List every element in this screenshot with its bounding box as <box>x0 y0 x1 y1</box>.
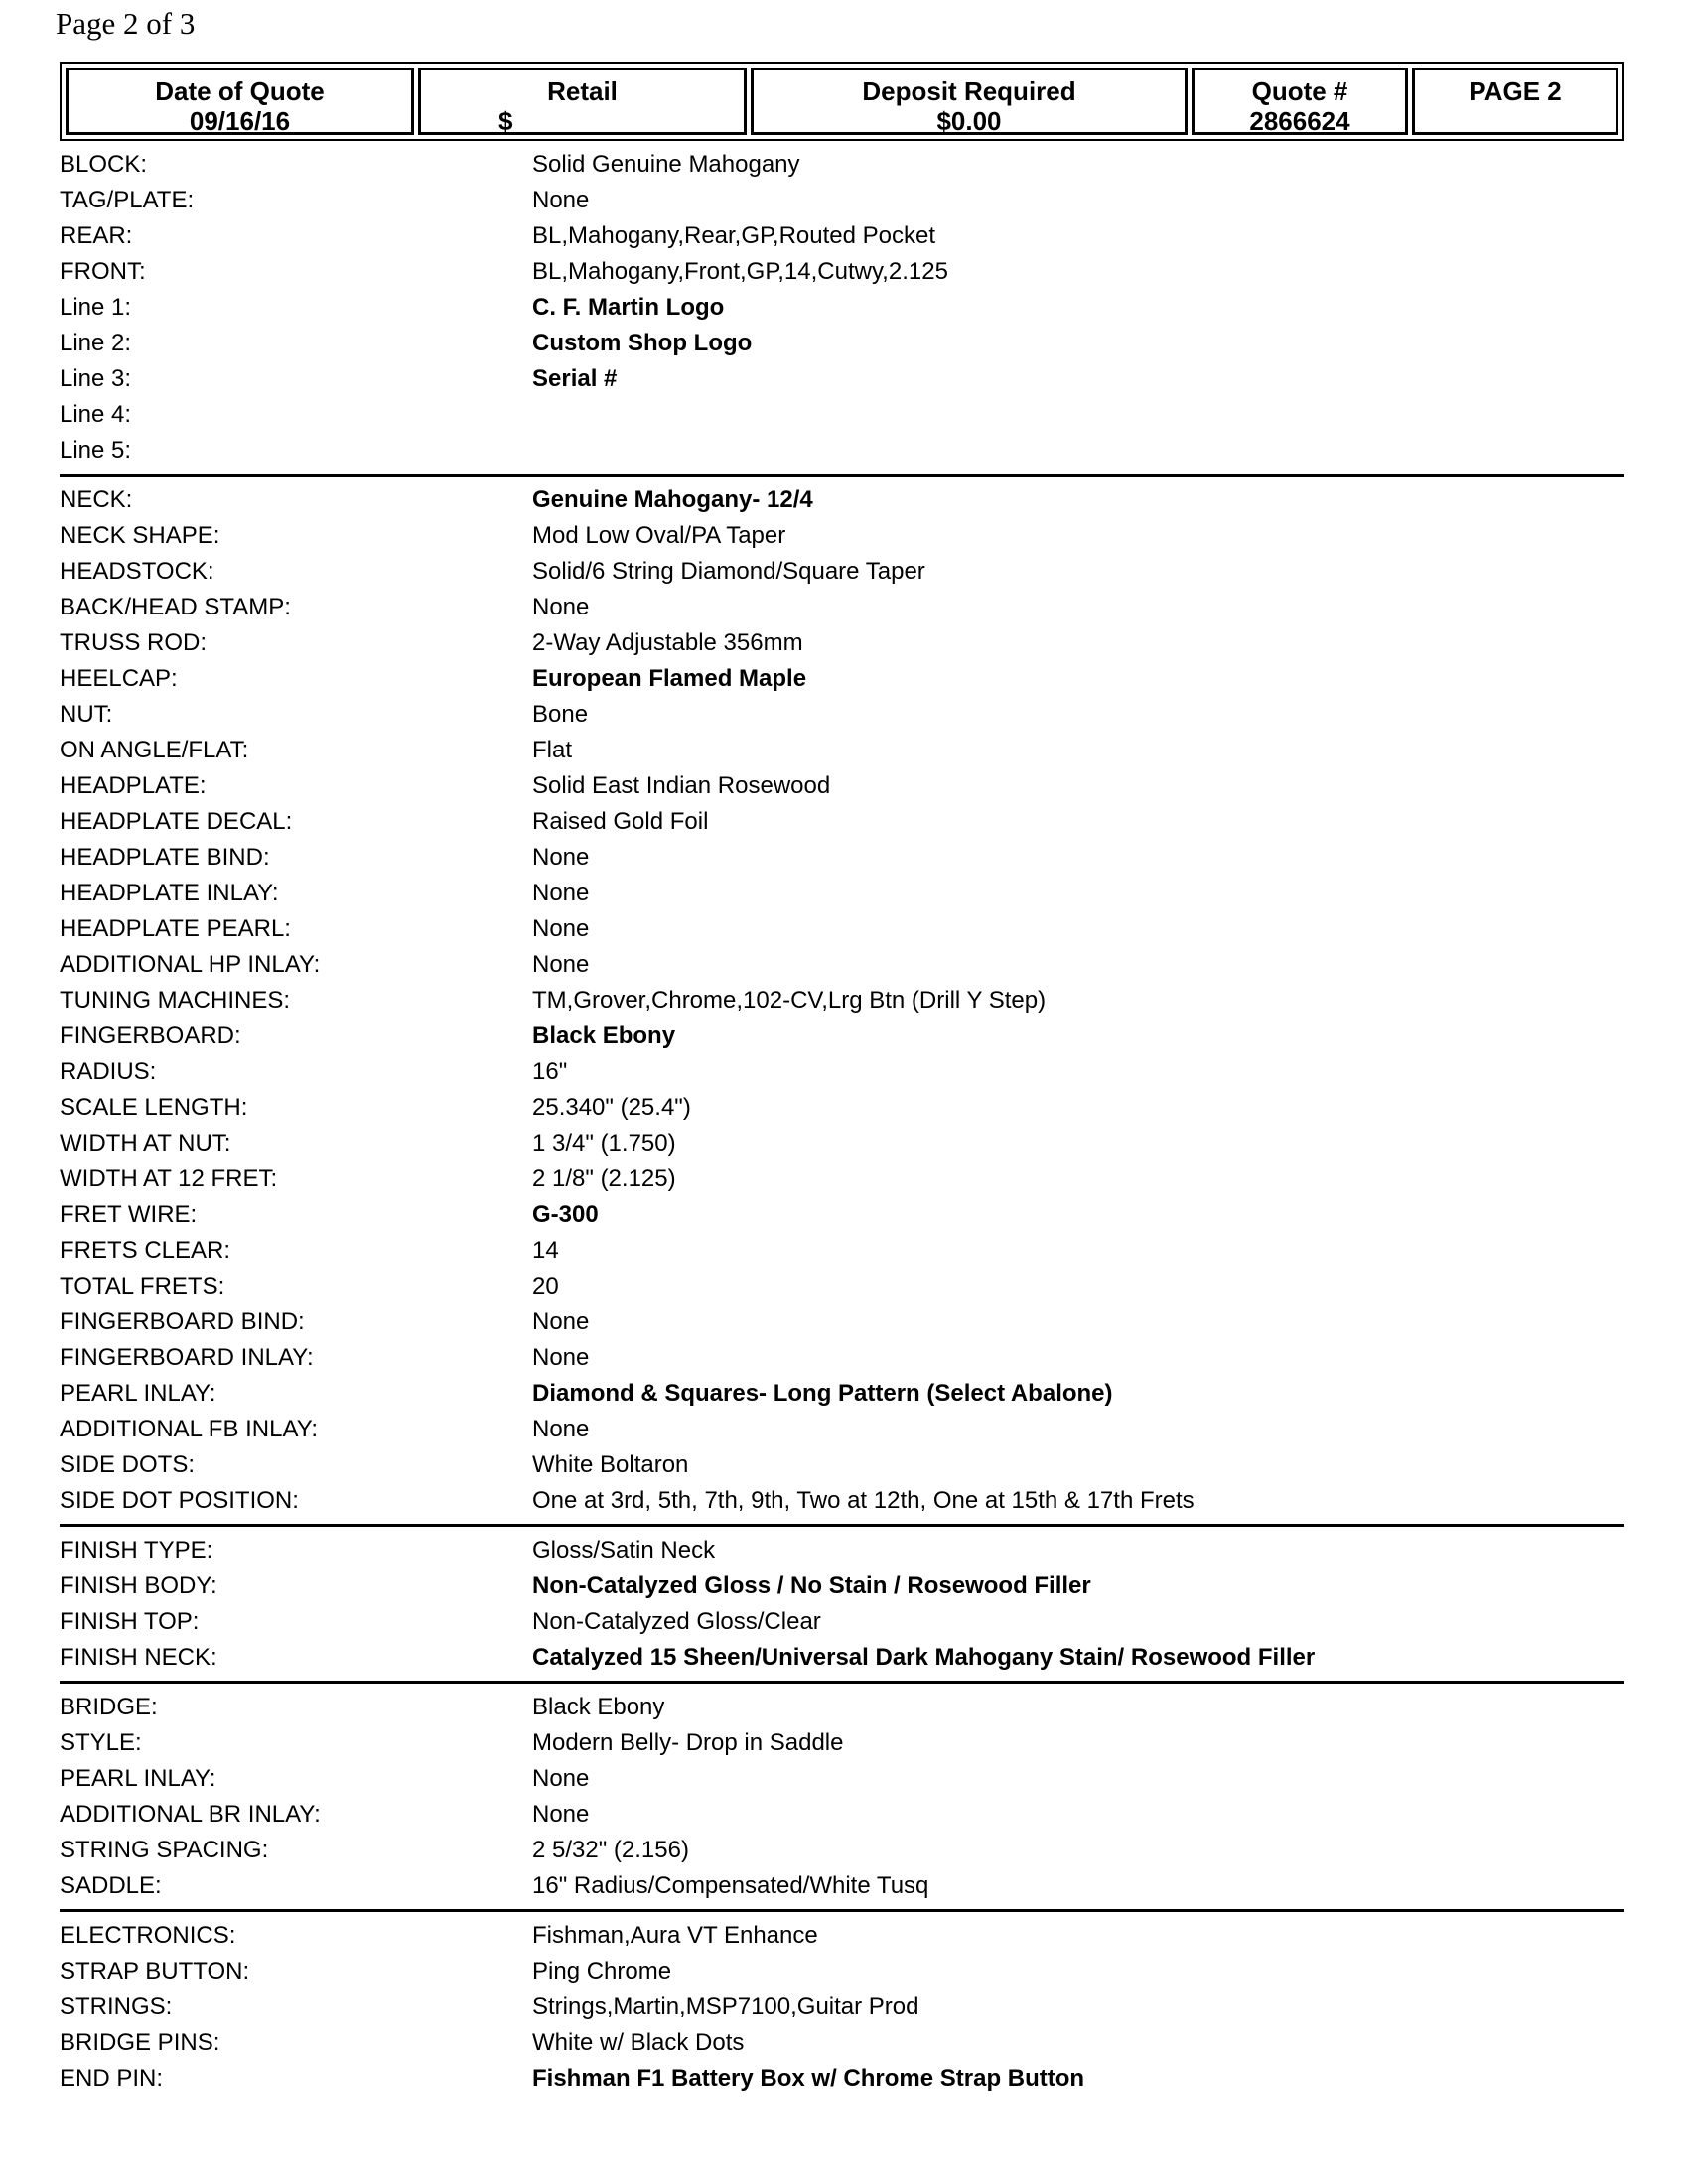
spec-value: Non-Catalyzed Gloss/Clear <box>532 1608 821 1635</box>
spec-value: BL,Mahogany,Front,GP,14,Cutwy,2.125 <box>532 258 948 285</box>
spec-value: Diamond & Squares- Long Pattern (Select Abalone) <box>532 1380 1113 1407</box>
spec-row <box>60 947 1624 983</box>
spec-row <box>60 1725 1624 1761</box>
spec-label: Line 4: <box>60 401 132 428</box>
spec-row <box>60 1918 1624 1954</box>
spec-value: Catalyzed 15 Sheen/Universal Dark Mahogany Stain/ Rosewood Filler <box>532 1644 1316 1671</box>
spec-value: BL,Mahogany,Rear,GP,Routed Pocket <box>532 222 936 249</box>
spec-value: Black Ebony <box>532 1023 676 1049</box>
spec-value: None <box>532 187 590 213</box>
spec-label: FINGERBOARD BIND: <box>60 1308 305 1335</box>
spec-label: FINISH TYPE: <box>60 1537 213 1564</box>
spec-value: None <box>532 594 590 620</box>
retail-value: $ <box>498 106 513 136</box>
spec-label: HEADSTOCK: <box>60 558 214 585</box>
spec-label: Line 1: <box>60 294 132 321</box>
spec-label: HEADPLATE: <box>60 772 207 799</box>
spec-row <box>60 1269 1624 1304</box>
spec-row <box>60 1197 1624 1233</box>
spec-row <box>60 183 1624 218</box>
spec-row <box>60 1447 1624 1483</box>
quote-number-cell <box>1192 68 1408 135</box>
spec-row <box>60 397 1624 433</box>
spec-value: 1 3/4" (1.750) <box>532 1130 676 1157</box>
spec-value: Solid Genuine Mahogany <box>532 151 800 178</box>
spec-label: HEADPLATE INLAY: <box>60 880 279 906</box>
spec-row <box>60 1304 1624 1340</box>
spec-value: Gloss/Satin Neck <box>532 1537 716 1564</box>
spec-label: PEARL INLAY: <box>60 1765 216 1792</box>
date-of-quote-cell <box>66 68 414 135</box>
spec-row <box>60 1161 1624 1197</box>
spec-value: None <box>532 951 590 978</box>
spec-row <box>60 361 1624 397</box>
spec-label: FRET WIRE: <box>60 1201 198 1228</box>
spec-row <box>60 147 1624 183</box>
spec-row <box>60 590 1624 625</box>
spec-value: 2-Way Adjustable 356mm <box>532 629 803 656</box>
spec-value: 14 <box>532 1237 559 1264</box>
spec-value: None <box>532 915 590 942</box>
spec-row <box>60 1533 1624 1569</box>
spec-row <box>60 290 1624 326</box>
spec-value: Modern Belly- Drop in Saddle <box>532 1729 844 1756</box>
spec-value: White Boltaron <box>532 1451 689 1478</box>
spec-value: Ping Chrome <box>532 1958 672 1984</box>
spec-row <box>60 1989 1624 2025</box>
spec-row <box>60 1690 1624 1725</box>
quote-number-label: Quote # <box>1251 76 1348 106</box>
spec-row <box>60 1376 1624 1412</box>
spec-label: HEELCAP: <box>60 665 178 692</box>
date-of-quote-value: 09/16/16 <box>189 106 291 136</box>
date-of-quote-label: Date of Quote <box>155 76 325 106</box>
spec-row <box>60 768 1624 804</box>
spec-label: ELECTRONICS: <box>60 1922 236 1949</box>
spec-row <box>60 1054 1624 1090</box>
spec-label: HEADPLATE PEARL: <box>60 915 291 942</box>
spec-value: None <box>532 1765 590 1792</box>
spec-row <box>60 840 1624 876</box>
spec-row <box>60 1483 1624 1519</box>
spec-label: FINISH NECK: <box>60 1644 217 1671</box>
spec-value: 2 5/32" (2.156) <box>532 1837 689 1863</box>
spec-section <box>60 147 1624 477</box>
spec-label: END PIN: <box>60 2065 164 2092</box>
spec-row <box>60 1797 1624 1833</box>
spec-row <box>60 1833 1624 1868</box>
spec-value: Fishman F1 Battery Box w/ Chrome Strap Button <box>532 2065 1085 2092</box>
spec-row <box>60 1412 1624 1447</box>
spec-value: 20 <box>532 1273 559 1299</box>
spec-value: None <box>532 844 590 871</box>
spec-label: NECK SHAPE: <box>60 522 220 549</box>
spec-row <box>60 1340 1624 1376</box>
spec-value: None <box>532 880 590 906</box>
spec-row <box>60 2025 1624 2061</box>
deposit-required-label: Deposit Required <box>862 76 1076 106</box>
spec-row <box>60 697 1624 733</box>
spec-row <box>60 983 1624 1019</box>
spec-label: TOTAL FRETS: <box>60 1273 225 1299</box>
spec-value: None <box>532 1308 590 1335</box>
spec-row <box>60 554 1624 590</box>
spec-label: ADDITIONAL HP INLAY: <box>60 951 321 978</box>
spec-row <box>60 1233 1624 1269</box>
spec-row <box>60 1868 1624 1904</box>
deposit-required-value: $0.00 <box>936 106 1002 136</box>
spec-row <box>60 911 1624 947</box>
spec-label: TAG/PLATE: <box>60 187 195 213</box>
spec-label: Line 5: <box>60 437 132 464</box>
spec-label: BRIDGE PINS: <box>60 2029 220 2056</box>
spec-value: None <box>532 1416 590 1442</box>
spec-value: 2 1/8" (2.125) <box>532 1165 676 1192</box>
spec-label: SADDLE: <box>60 1872 162 1899</box>
spec-value: One at 3rd, 5th, 7th, 9th, Two at 12th, One at 15th & 17th Frets <box>532 1487 1195 1514</box>
spec-label: STRAP BUTTON: <box>60 1958 250 1984</box>
spec-row <box>60 1569 1624 1604</box>
spec-row <box>60 1019 1624 1054</box>
spec-value: None <box>532 1801 590 1828</box>
spec-label: SIDE DOT POSITION: <box>60 1487 299 1514</box>
spec-label: Line 3: <box>60 365 132 392</box>
spec-label: NECK: <box>60 486 133 513</box>
spec-section <box>60 1690 1624 1912</box>
spec-label: WIDTH AT 12 FRET: <box>60 1165 278 1192</box>
spec-value: Raised Gold Foil <box>532 808 709 835</box>
spec-section <box>60 1918 1624 2102</box>
spec-label: FINISH TOP: <box>60 1608 200 1635</box>
spec-value: Strings,Martin,MSP7100,Guitar Prod <box>532 1993 919 2020</box>
spec-label: STRING SPACING: <box>60 1837 269 1863</box>
spec-value: 16" <box>532 1058 568 1085</box>
spec-row <box>60 326 1624 361</box>
spec-row <box>60 661 1624 697</box>
page-tag: PAGE 2 <box>1469 76 1562 106</box>
spec-value: Genuine Mahogany- 12/4 <box>532 486 813 513</box>
spec-row <box>60 1640 1624 1676</box>
spec-label: NUT: <box>60 701 113 728</box>
spec-section <box>60 1533 1624 1684</box>
retail-label: Retail <box>547 76 618 106</box>
spec-value: Bone <box>532 701 589 728</box>
spec-value: C. F. Martin Logo <box>532 294 725 321</box>
spec-row <box>60 733 1624 768</box>
spec-label: RADIUS: <box>60 1058 157 1085</box>
spec-label: ADDITIONAL FB INLAY: <box>60 1416 319 1442</box>
spec-value: Fishman,Aura VT Enhance <box>532 1922 818 1949</box>
spec-label: STYLE: <box>60 1729 142 1756</box>
spec-label: FINISH BODY: <box>60 1572 217 1599</box>
spec-value: Flat <box>532 737 573 763</box>
spec-row <box>60 1090 1624 1126</box>
spec-label: SCALE LENGTH: <box>60 1094 248 1121</box>
spec-row <box>60 1761 1624 1797</box>
spec-label: TUNING MACHINES: <box>60 987 291 1014</box>
spec-value: Black Ebony <box>532 1694 665 1720</box>
spec-label: FINGERBOARD: <box>60 1023 241 1049</box>
spec-row <box>60 1126 1624 1161</box>
spec-value: Non-Catalyzed Gloss / No Stain / Rosewood Filler <box>532 1572 1091 1599</box>
spec-row <box>60 2061 1624 2097</box>
spec-value: 25.340" (25.4") <box>532 1094 691 1121</box>
spec-row <box>60 482 1624 518</box>
spec-value: Serial # <box>532 365 618 392</box>
spec-value: Mod Low Oval/PA Taper <box>532 522 786 549</box>
quote-number-value: 2866624 <box>1249 106 1350 136</box>
spec-label: FRETS CLEAR: <box>60 1237 231 1264</box>
spec-value: Solid/6 String Diamond/Square Taper <box>532 558 925 585</box>
spec-label: FRONT: <box>60 258 146 285</box>
spec-row <box>60 1954 1624 1989</box>
spec-label: FINGERBOARD INLAY: <box>60 1344 314 1371</box>
spec-value: European Flamed Maple <box>532 665 807 692</box>
spec-label: BLOCK: <box>60 151 148 178</box>
spec-value: TM,Grover,Chrome,102-CV,Lrg Btn (Drill Y Step) <box>532 987 1047 1014</box>
spec-label: WIDTH AT NUT: <box>60 1130 231 1157</box>
spec-value: White w/ Black Dots <box>532 2029 745 2056</box>
spec-label: HEADPLATE DECAL: <box>60 808 293 835</box>
spec-value: Solid East Indian Rosewood <box>532 772 831 799</box>
spec-sections <box>60 147 1624 2108</box>
spec-label: ADDITIONAL BR INLAY: <box>60 1801 321 1828</box>
retail-cell <box>418 68 747 135</box>
spec-label: ON ANGLE/FLAT: <box>60 737 249 763</box>
spec-row <box>60 876 1624 911</box>
spec-value: Custom Shop Logo <box>532 330 753 356</box>
spec-label: BACK/HEAD STAMP: <box>60 594 291 620</box>
spec-value: G-300 <box>532 1201 599 1228</box>
deposit-required-cell <box>751 68 1188 135</box>
spec-row <box>60 804 1624 840</box>
spec-row <box>60 1604 1624 1640</box>
spec-row <box>60 254 1624 290</box>
spec-row <box>60 625 1624 661</box>
spec-label: TRUSS ROD: <box>60 629 208 656</box>
spec-section <box>60 482 1624 1527</box>
spec-label: REAR: <box>60 222 133 249</box>
quote-header-table <box>60 62 1624 141</box>
spec-row <box>60 518 1624 554</box>
spec-label: HEADPLATE BIND: <box>60 844 270 871</box>
spec-row <box>60 218 1624 254</box>
spec-value: 16" Radius/Compensated/White Tusq <box>532 1872 929 1899</box>
page-number-label: Page 2 of 3 <box>56 6 196 41</box>
spec-row <box>60 433 1624 469</box>
spec-label: BRIDGE: <box>60 1694 158 1720</box>
page-tag-cell <box>1412 68 1618 135</box>
spec-label: STRINGS: <box>60 1993 173 2020</box>
spec-label: PEARL INLAY: <box>60 1380 216 1407</box>
spec-label: Line 2: <box>60 330 132 356</box>
spec-value: None <box>532 1344 590 1371</box>
spec-label: SIDE DOTS: <box>60 1451 196 1478</box>
